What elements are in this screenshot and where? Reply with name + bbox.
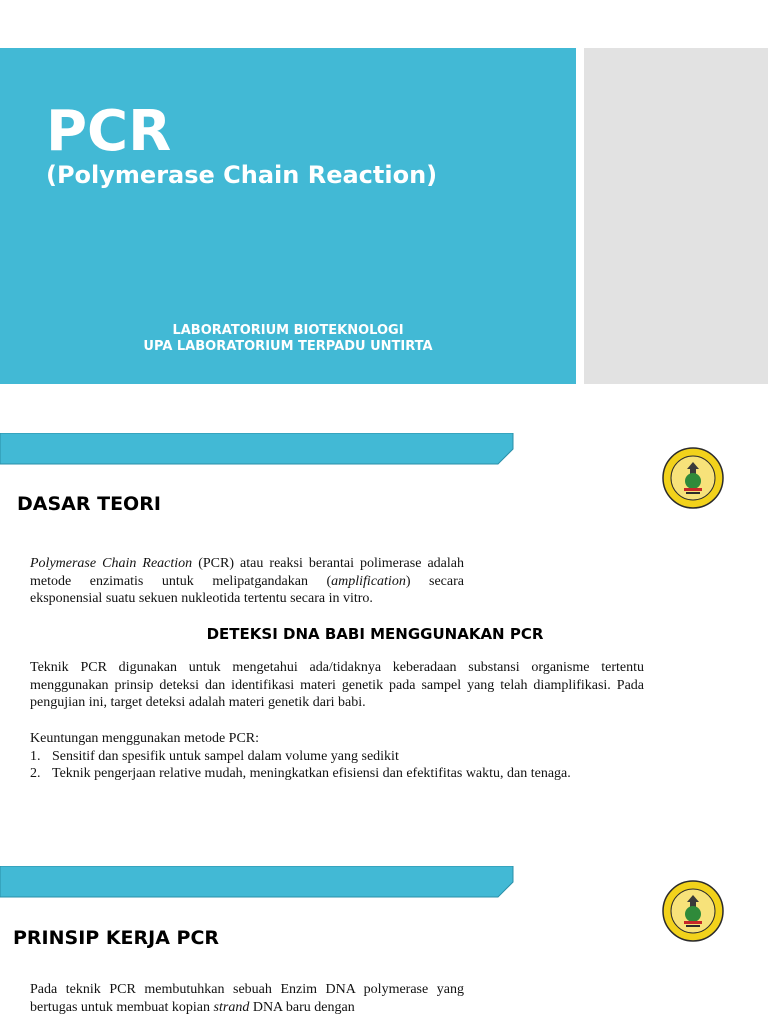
intro-paragraph <box>30 555 464 608</box>
intro-text-end: ) secara eksponensial suatu sekuen nukleotida tertentu secara in vitro. <box>30 573 464 606</box>
title-slide-side-panel <box>584 48 768 384</box>
subheading-deteksi: DETEKSI DNA BABI MENGGUNAKAN PCR <box>206 625 544 643</box>
intro-text: (PCR) atau reaksi berantai polimerase adalah metode enzimatis untuk melipatgandakan ( <box>30 556 464 589</box>
list-item: 2. Teknik pengerjaan relative mudah, meningkatkan efisiensi dan efektifitas waktu, dan tenaga. <box>30 766 571 781</box>
section-banner <box>0 433 514 465</box>
detection-paragraph: Teknik PCR digunakan untuk mengetahui ada/tidaknya keberadaan substansi organisme tertentu menggunakan prinsip deteksi dan identifikasi materi genetik pada sampel yang telah diamplifikasi. Pada pengujian ini, target deteksi adalah materi genetik dari babi. <box>30 660 644 710</box>
lab-name-line-2: UPA LABORATORIUM TERPADU UNTIRTA <box>143 339 433 354</box>
advantages-block <box>30 730 650 783</box>
lab-name-line-1: LABORATORIUM BIOTEKNOLOGI <box>172 323 404 338</box>
prinsip-paragraph: Pada teknik PCR membutuhkan sebuah Enzim DNA polymerase yang bertugas untuk membuat kopian strand DNA baru dengan <box>30 982 464 1015</box>
lab-name-block <box>0 323 576 355</box>
slide-title: PCR <box>46 99 172 164</box>
section-heading-dasar-teori: DASAR TEORI <box>17 493 161 515</box>
list-item: 1. Sensitif dan spesifik untuk sampel dalam volume yang sedikit <box>30 748 399 764</box>
section-heading-prinsip: PRINSIP KERJA PCR <box>13 927 220 949</box>
slide-subtitle: (Polymerase Chain Reaction) <box>46 161 438 189</box>
university-logo-icon <box>662 447 724 509</box>
advantages-label: Keuntungan menggunakan metode PCR: <box>30 731 260 746</box>
university-logo-icon <box>662 880 724 942</box>
section-banner <box>0 866 514 898</box>
italic-strand: strand <box>213 999 250 1015</box>
intro-italic-amplification: amplification <box>331 573 406 589</box>
intro-italic-term: Polymerase Chain Reaction <box>30 556 193 571</box>
